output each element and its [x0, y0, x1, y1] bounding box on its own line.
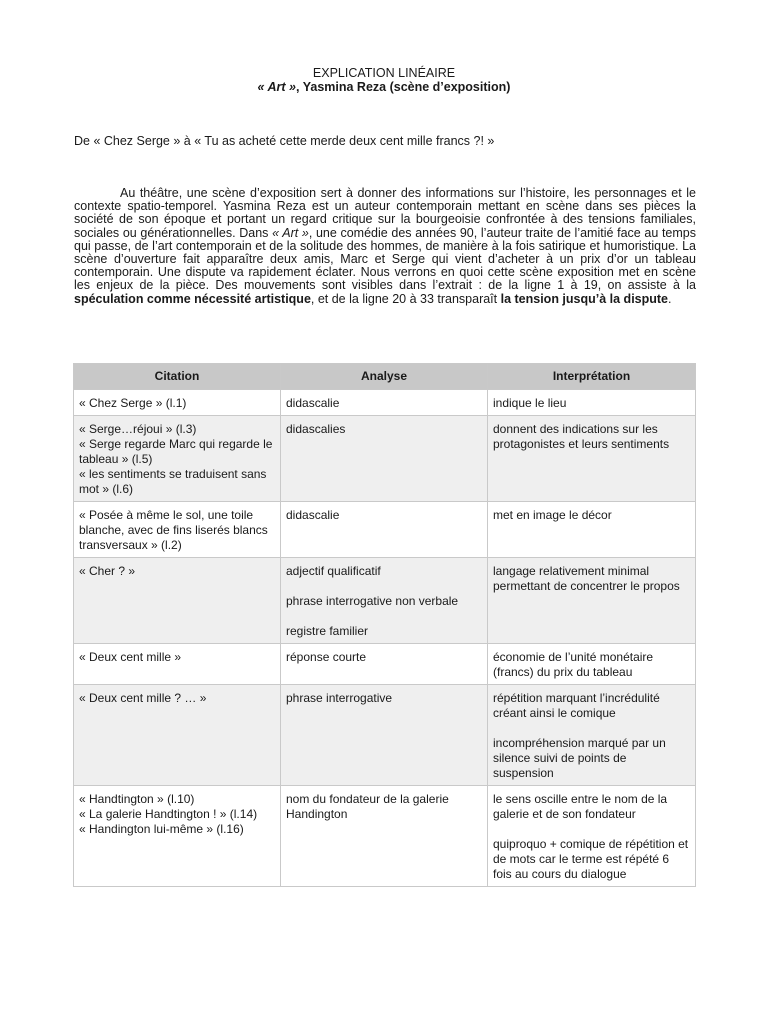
cell-text: « Handtington » (l.10): [79, 792, 195, 806]
cell-text: didascalies: [286, 422, 346, 436]
table-row: [74, 786, 696, 887]
cell-text: indique le lieu: [493, 396, 567, 410]
intro-text-4: .: [668, 291, 672, 306]
cell-citation: [74, 558, 281, 644]
cell-text: didascalie: [286, 396, 340, 410]
excerpt-range: De « Chez Serge » à « Tu as acheté cette merde deux cent mille francs ?! »: [74, 134, 495, 148]
paragraph-gap: [286, 579, 482, 594]
table-row: [74, 644, 696, 685]
header-analyse: Analyse: [281, 364, 488, 390]
title-rest: , Yasmina Reza (scène d’exposition): [296, 80, 511, 94]
title-line-1: EXPLICATION LINÉAIRE: [312, 66, 456, 80]
cell-analyse: [281, 558, 488, 644]
cell-analyse: [281, 390, 488, 416]
cell-text: « Serge regarde Marc qui regarde le tableau » (l.5): [79, 437, 273, 466]
paragraph-gap: [493, 822, 690, 837]
cell-interpretation: [488, 502, 696, 558]
cell-text: langage relativement minimal permettant de concentrer le propos: [493, 564, 680, 593]
cell-text: registre familier: [286, 624, 369, 638]
table-row: [74, 558, 696, 644]
table-row: [74, 390, 696, 416]
cell-text: « Deux cent mille »: [79, 650, 182, 664]
cell-citation: [74, 502, 281, 558]
cell-text: adjectif qualificatif: [286, 564, 381, 578]
cell-text: « les sentiments se traduisent sans mot » (l.6): [79, 467, 267, 496]
intro-text-1: Au théâtre, une scène d’exposition sert à donner des informations sur l’histoire, les personnages et le contexte spatio-temporel. Yasmina Reza est un auteur contemporain mettant en scène dans ses pièces la société de son époque et portant un regard critique sur la bourgeoisie confrontée à des tensions familiales, sociales ou générationnelles. Dans: [74, 186, 696, 240]
cell-text: « Chez Serge » (l.1): [79, 396, 187, 410]
cell-citation: [74, 786, 281, 887]
cell-text: met en image le décor: [493, 508, 612, 522]
table-row: [74, 502, 696, 558]
intro-text-3: , et de la ligne 20 à 33 transparaît: [310, 291, 501, 306]
intro-bold-1: spéculation comme nécessité artistique: [74, 291, 311, 306]
cell-interpretation: [488, 685, 696, 786]
cell-citation: [74, 390, 281, 416]
cell-text: le sens oscille entre le nom de la galerie et de son fondateur: [493, 792, 668, 821]
cell-text: « Handington lui-même » (l.16): [79, 822, 244, 836]
paragraph-gap: [286, 609, 482, 624]
cell-text: « Deux cent mille ? … »: [79, 691, 207, 705]
cell-text: « Cher ? »: [79, 564, 136, 578]
document-title: [0, 66, 768, 94]
cell-citation: [74, 685, 281, 786]
cell-text: « La galerie Handtington ! » (l.14): [79, 807, 258, 821]
cell-text: répétition marquant l’incrédulité créant ainsi le comique: [493, 691, 660, 720]
cell-analyse: [281, 502, 488, 558]
header-interpretation: Interprétation: [488, 364, 696, 390]
title-line-2: [0, 80, 768, 94]
cell-text: phrase interrogative non verbale: [286, 594, 459, 608]
cell-text: incompréhension marqué par un silence suivi de points de suspension: [493, 736, 666, 780]
title-work: « Art »: [257, 80, 296, 94]
intro-text-2: , une comédie des années 90, l’auteur traite de l’amitié face au temps qui passe, de l’art contemporain et de la solitude des hommes, de manière à la fois satirique et humoristique. La scène d’ouverture fait apparaître deux amis, Marc et Serge qui vient d’acheter à un prix d’or un tableau contemporain. Une dispute va rapidement éclater. Nous verrons en quoi cette scène exposition met en scène les enjeux de la pièce. Des mouvements sont visibles dans l’extrait : de la ligne 1 à 19, on assiste à la: [74, 225, 696, 293]
cell-text: phrase interrogative: [286, 691, 393, 705]
analysis-table: [73, 363, 696, 887]
cell-analyse: [281, 416, 488, 502]
cell-citation: [74, 644, 281, 685]
paragraph-gap: [493, 721, 690, 736]
cell-text: économie de l’unité monétaire (francs) du prix du tableau: [493, 650, 654, 679]
cell-text: réponse courte: [286, 650, 367, 664]
table-row: [74, 416, 696, 502]
cell-analyse: [281, 685, 488, 786]
intro-work-title: « Art »: [272, 225, 309, 240]
cell-interpretation: [488, 558, 696, 644]
cell-interpretation: [488, 786, 696, 887]
introduction-paragraph: [74, 187, 696, 306]
cell-citation: [74, 416, 281, 502]
table-header-row: [74, 364, 696, 390]
header-citation: Citation: [74, 364, 281, 390]
cell-analyse: [281, 786, 488, 887]
cell-analyse: [281, 644, 488, 685]
table-row: [74, 685, 696, 786]
cell-text: « Serge…réjoui » (l.3): [79, 422, 197, 436]
cell-interpretation: [488, 390, 696, 416]
cell-text: quiproquo + comique de répétition et de mots car le terme est répété 6 fois au cours du dialogue: [493, 837, 689, 881]
cell-text: didascalie: [286, 508, 340, 522]
cell-text: « Posée à même le sol, une toile blanche, avec de fins liserés blancs transversaux » (l.2): [79, 508, 268, 552]
cell-interpretation: [488, 644, 696, 685]
cell-text: donnent des indications sur les protagonistes et leurs sentiments: [493, 422, 670, 451]
intro-bold-2: la tension jusqu’à la dispute: [500, 291, 668, 306]
cell-text: nom du fondateur de la galerie Handington: [286, 792, 449, 821]
cell-interpretation: [488, 416, 696, 502]
